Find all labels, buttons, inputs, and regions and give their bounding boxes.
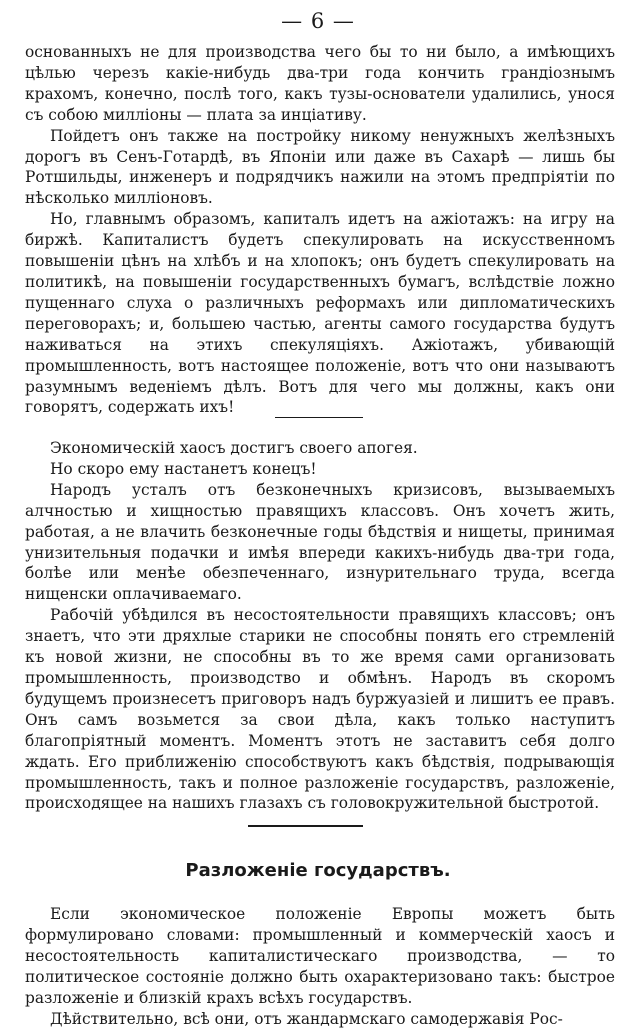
text-block-economic-chaos — [25, 438, 615, 814]
paragraph: Рабочій убѣдился въ несостоятельности правящихъ классовъ; онъ знаетъ, что эти дряхлые старики не способны понять его стремленій къ новой жизни, не способны въ то же время сами организовать промышленность, производство и обмѣнъ. Народъ въ скоромъ будущемъ произнесетъ приговоръ надъ буржуазіей и лишитъ ее правъ. Онъ самъ возьмется за свои дѣла, какъ только наступитъ благопріятный моментъ. Моментъ этотъ не заставитъ себя долго ждать. Его приближенію способствуютъ какъ бѣдствія, подрывающія промышленность, такъ и полное разложеніе государствъ, разложеніе, происходящее на нашихъ глазахъ съ головокружительной быстротой. — [25, 606, 615, 813]
chapter-divider — [248, 825, 363, 827]
section-divider — [275, 417, 363, 418]
paragraph: Но скоро ему настанетъ конецъ! — [50, 459, 317, 478]
paragraph: основанныхъ не для производства чего бы то ни было, а имѣющихъ цѣлью черезъ какіе-нибудь два-три года кончить грандіознымъ крахомъ, конечно, послѣ того, какъ тузы-основатели удалились, унося съ собою милліоны — плата за инціативу. — [25, 43, 615, 124]
paragraph: Пойдетъ онъ также на постройку никому ненужныхъ желѣзныхъ дорогъ въ Сенъ-Готардѣ, въ Японіи или даже въ Сахарѣ — лишь бы Ротшильды, инженеръ и подрядчикъ нажили на этомъ предпріятіи по нѣсколько милліоновъ. — [25, 126, 615, 208]
paragraph: Народъ усталъ отъ безконечныхъ кризисовъ, вызываемыхъ алчностью и хищностью правящихъ классовъ. Онъ хочетъ жить, работая, а не влачить безконечные годы бѣдствія и нищеты, принимая унизительныя подачки и имѣя впереди какихъ-нибудь два-три года, болѣе или менѣе обезпеченнаго, изнурительнаго труда, всегда нищенски оплачиваемаго. — [25, 480, 615, 604]
paragraph: Но, главнымъ образомъ, капиталъ идетъ на ажіотажъ: на игру на биржѣ. Капиталистъ будетъ спекулировать на искусственномъ повышеніи цѣнъ на хлѣбъ и на хлопокъ; онъ будетъ спекулировать на политикѣ, на повышеніи государственныхъ бумагъ, вслѣдствіе ложно пущеннаго слуха о различныхъ реформахъ или дипломатическихъ переговорахъ; и, большею частью, агенты самого государства будутъ наживаться на этихъ спекуляціяхъ. Ажіотажъ, убивающій промышленность, вотъ настоящее положеніе, вотъ что они называютъ разумнымъ веденіемъ дѣлъ. Вотъ для чего мы должны, какъ они говорятъ, содержать ихъ! — [25, 210, 615, 417]
text-block-capital-speculation — [25, 42, 615, 418]
section-heading: Разложеніе государствъ. — [185, 860, 451, 881]
paragraph: Дѣйствительно, всѣ они, отъ жандармскаго самодержавія Рос- — [50, 1009, 563, 1028]
page-number: — 6 — — [281, 9, 355, 33]
paragraph: Если экономическое положеніе Европы можетъ быть формулировано словами: промышленный и коммерческій хаосъ и несостоятельность капиталистическаго производства, — то политическое состояніе должно быть охарактеризовано такъ: быстрое разложеніе и близкій крахъ всѣхъ государствъ. — [25, 905, 615, 1007]
text-block-state-decay — [25, 904, 615, 1029]
paragraph: Экономическій хаосъ достигъ своего апогея. — [50, 439, 418, 457]
